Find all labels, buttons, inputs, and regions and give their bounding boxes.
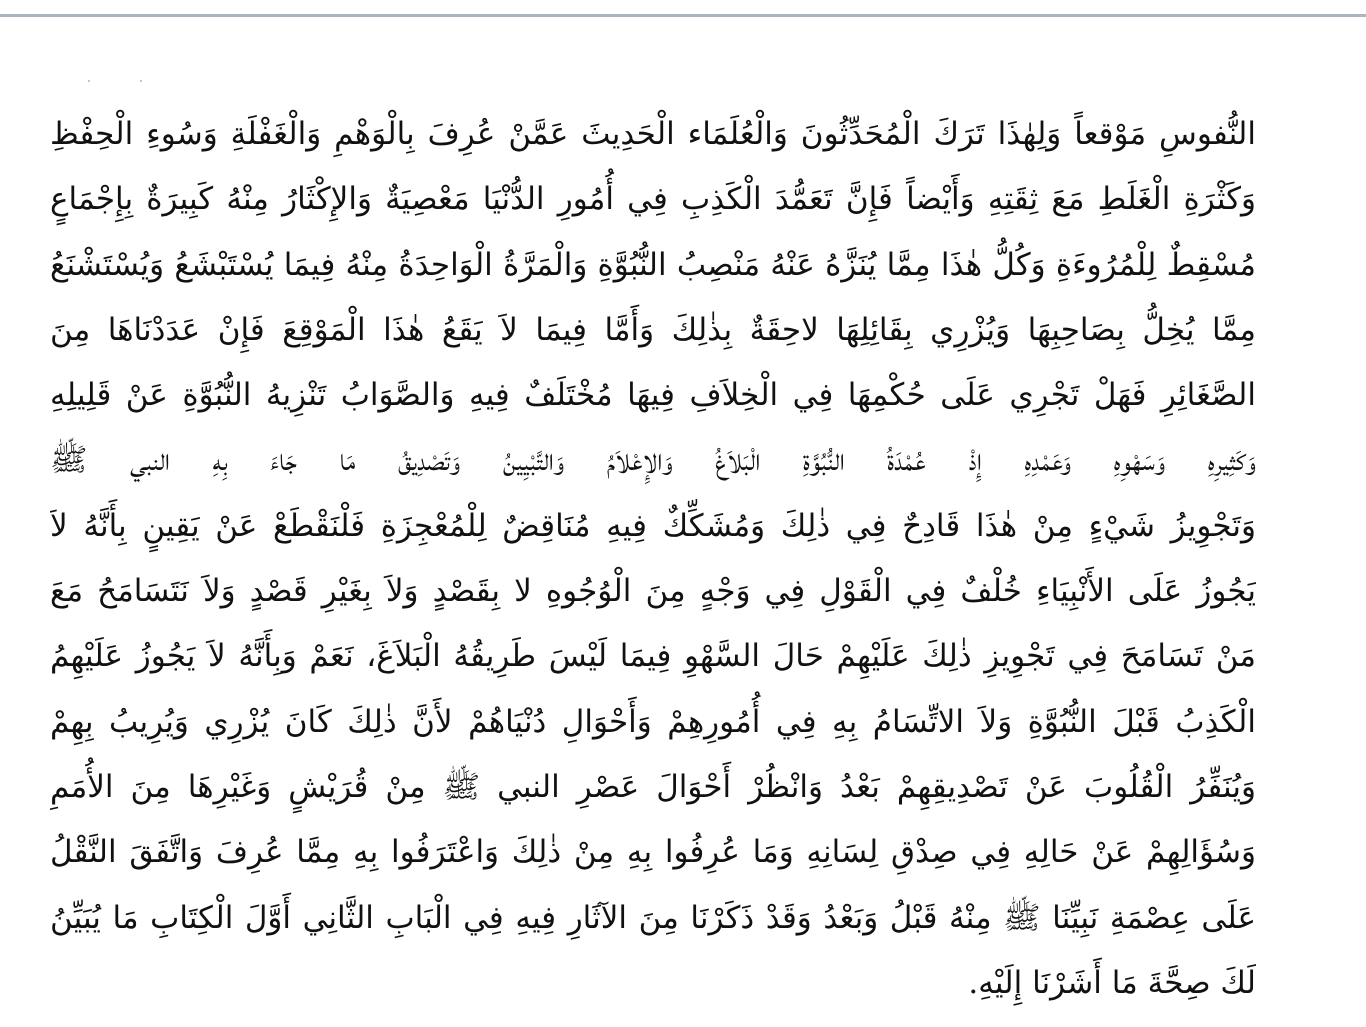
- text-line-last: لَكَ صِحَّةَ مَا أَشَرْنَا إِلَيْهِ.: [968, 964, 1256, 1001]
- text-line: الصَّغَائِرِ فَهَلْ تَجْرِي عَلَى حُكْمِهَا فِي الْخِلاَفِ فِيهَا مُخْتَلَفٌ فِيهِ وَالصَّوَابُ تَنْزِيهُ النُّبُوَّةِ عَنْ قَلِيلِهِ: [50, 377, 1256, 414]
- text-line: يَجُوزُ عَلَى الأَنْبِيَاءِ خُلْفٌ فِي الْقَوْلِ فِي وَجْهٍ مِنَ الْوُجُوهِ لا بِقَصْدٍ وَلاَ بِغَيْرِ قَصْدٍ وَلاَ نَتَسَامَحُ مَعَ: [50, 573, 1256, 610]
- text-line: الْكَذِبُ قَبْلَ النُّبُوَّةِ وَلاَ الاتِّسَامُ بِهِ فِي أُمُورِهِمْ وَأَحْوَالِ دُنْيَاهُمْ لأَنَّ ذٰلِكَ كَانَ يُزْرِي وَيُرِيبُ بِهِمْ: [50, 703, 1256, 740]
- text-line: وَيُنَفِّرُ الْقُلُوبَ عَنْ تَصْدِيقِهِمْ بَعْدُ وَانْظُرْ أَحْوَالَ عَصْرِ النبي ﷺ مِنْ قُرَيْشٍ وَغَيْرِهَا مِنَ الأُمَمِ: [50, 768, 1256, 805]
- text-line: وَسُؤَالِهِمْ عَنْ حَالِهِ فِي صِدْقِ لِسَانِهِ وَمَا عُرِفُوا بِهِ مِنْ ذٰلِكَ وَاعْتَرَفُوا بِهِ مِمَّا عُرِفَ وَاتَّفَقَ النَّقْلُ: [50, 834, 1256, 871]
- text-line: مُسْقِطٌ لِلْمُرُوءَةِ وَكُلُّ هٰذَا مِمَّا يُنَزَّهُ عَنْهُ مَنْصِبُ النُّبُوَّةِ وَالْمَرَّةُ الْوَاحِدَةُ مِنْهُ فِيمَا يُسْتَبْشَعُ وَيُسْتَشْنَعُ: [50, 246, 1256, 283]
- top-divider: [0, 14, 1366, 17]
- text-line: النُّفوسِ مَوْقعاً وَلِهٰذَا تَرَكَ الْمُحَدِّثُونَ وَالْعُلَمَاء الْحَدِيثَ عَمَّنْ عُرِفَ بِالْوَهْمِ وَالْغَفْلَةِ وَسُوءِ الْحِفْظِ: [50, 116, 1256, 152]
- text-line: وَكَثْرَةِ الْغَلَطِ مَعَ ثِقَتِهِ وَأَيْضاً فَإِنَّ تَعَمُّدَ الْكَذِبِ فِي أُمُورِ الدُّنْيَا مَعْصِيَةٌ وَالإِكْثَارُ مِنْهُ كَبِيرَةٌ بِإِجْمَاعٍ: [50, 181, 1256, 218]
- text-line: وَتَجْوِيزُ شَيْءٍ مِنْ هٰذَا قَادِحٌ فِي ذٰلِكَ وَمُشَكِّكٌ فِيهِ مُنَاقِضٌ لِلْمُعْجِزَةِ فَلْنَقْطَعْ عَنْ يَقِينٍ بِأَنَّهُ لاَ: [50, 507, 1256, 544]
- scan-speckles: [88, 80, 148, 84]
- text-line: مِمَّا يُخِلُّ بِصَاحِبِهَا وَيُزْرِي بِقَائِلِهَا لاحِقَةٌ بِذٰلِكَ وَأَمَّا فِيمَا لاَ يَقَعُ هٰذَا الْمَوْقِعَ فَإِنْ عَدَدْنَاهَا مِنَ: [50, 311, 1256, 348]
- arabic-text-block: [50, 102, 1256, 1017]
- text-line: وَكَثِيرِهِ وَسَهْوِهِ وَعَمْدِهِ إِذْ عُمْدَةُ النُّبُوَّةِ الْبَلاَغُ وَالإِعْلاَمُ وَالتَّبْيِينُ وَتَصْدِيقُ مَا جَاءَ بِهِ النبي ﷺ: [50, 442, 1256, 479]
- text-line: مَنْ تَسَامَحَ فِي تَجْوِيزِ ذٰلِكَ عَلَيْهِمْ حَالَ السَّهْوِ فِيمَا لَيْسَ طَرِيقُهُ الْبَلاَغَ، نَعَمْ وَبِأَنَّهُ لاَ يَجُوزُ عَلَيْهِمُ: [50, 638, 1256, 675]
- text-line: عَلَى عِصْمَةِ نَبِيِّنَا ﷺ مِنْهُ قَبْلُ وَبَعْدُ وَقَدْ ذَكَرْنَا مِنَ الآثَارِ فِيهِ فِي الْبَابِ الثَّانِي أَوَّلَ الْكِتَابِ مَا يُبَيِّنُ: [50, 899, 1256, 936]
